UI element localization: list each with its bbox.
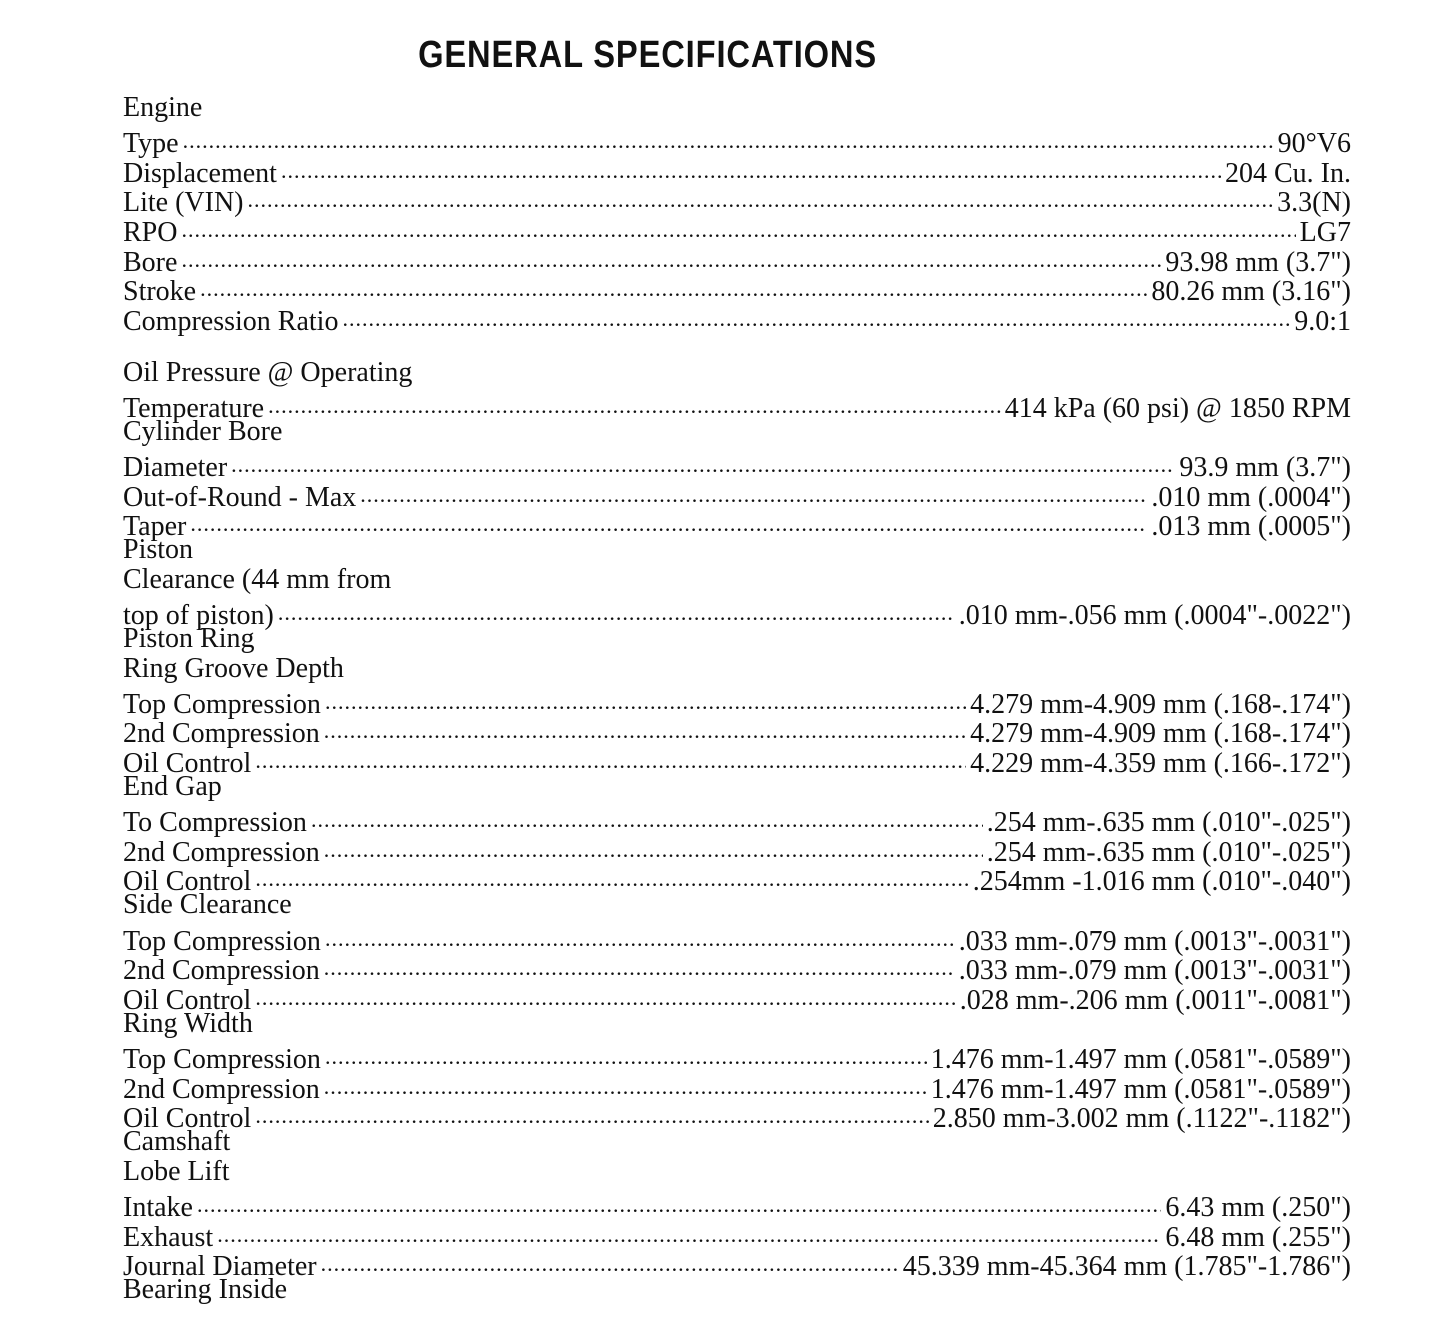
dot-leader xyxy=(255,861,968,891)
dot-leader xyxy=(311,802,983,832)
spec-value: 9.0:1 xyxy=(1294,305,1351,337)
spec-label: Displacement xyxy=(123,157,277,189)
spec-label: Lobe Lift xyxy=(123,1155,230,1187)
spec-label: End Gap xyxy=(123,771,222,803)
spec-value: LG7 xyxy=(1299,216,1351,248)
dot-leader xyxy=(324,1068,927,1098)
spec-value: 3.3(N) xyxy=(1277,187,1351,219)
spec-value: .013 mm (.0005") xyxy=(1151,511,1351,543)
dot-leader xyxy=(181,211,1295,241)
dot-leader xyxy=(325,1038,927,1068)
spec-row xyxy=(123,476,1351,513)
dot-leader xyxy=(325,920,955,950)
spec-value: 4.229 mm-4.359 mm (.166-.172") xyxy=(970,748,1351,780)
dot-leader xyxy=(278,595,955,625)
dot-leader xyxy=(325,683,966,713)
spec-label: Side Clearance xyxy=(123,889,292,921)
spec-label: Oil Pressure @ Operating xyxy=(123,356,413,388)
dot-leader xyxy=(268,387,1001,417)
spec-label: 2nd Compression xyxy=(123,718,320,750)
spec-value: 204 Cu. In. xyxy=(1225,157,1351,189)
spec-label: Bearing Inside xyxy=(123,1274,288,1306)
spec-row xyxy=(123,93,1351,123)
spec-label: Out-of-Round - Max xyxy=(123,481,357,513)
spec-value: 45.339 mm-45.364 mm (1.785"-1.786") xyxy=(902,1251,1351,1283)
spec-row xyxy=(123,683,1351,720)
spec-label: Ring Groove Depth xyxy=(123,652,344,684)
spec-label: Oil Control xyxy=(123,866,252,898)
spec-row xyxy=(123,300,1351,337)
spec-label: To Compression xyxy=(123,807,307,839)
dot-leader xyxy=(342,300,1290,330)
dot-leader xyxy=(183,123,1274,153)
spec-value: 414 kPa (60 psi) @ 1850 RPM xyxy=(1004,392,1351,424)
spec-label: Piston xyxy=(123,534,194,566)
spec-label: Top Compression xyxy=(123,688,321,720)
spec-value: .033 mm-.079 mm (.0013"-.0031") xyxy=(958,925,1351,957)
spec-value: 93.98 mm (3.7") xyxy=(1165,246,1351,278)
dot-leader xyxy=(231,447,1175,477)
spec-label: Bore xyxy=(123,246,178,278)
spec-value: 90°V6 xyxy=(1277,128,1351,160)
spec-label: Taper xyxy=(123,511,187,543)
dot-leader xyxy=(321,1246,899,1276)
spec-label: Clearance (44 mm from xyxy=(123,563,392,595)
spec-label: RPO xyxy=(123,216,178,248)
spec-label: Engine xyxy=(123,92,203,123)
dot-leader xyxy=(190,506,1147,536)
dot-leader xyxy=(197,1186,1161,1216)
spec-label: Compression Ratio xyxy=(123,305,339,337)
spec-row xyxy=(123,447,1351,484)
spec-label: Stroke xyxy=(123,276,197,308)
spec-value: .254 mm-.635 mm (.010"-.025") xyxy=(986,807,1351,839)
spec-label: Exhaust xyxy=(123,1221,214,1253)
spec-label: 2nd Compression xyxy=(123,1073,320,1105)
dot-leader xyxy=(248,182,1274,212)
spec-row xyxy=(123,241,1351,278)
spec-label: Type xyxy=(123,128,179,160)
dot-leader xyxy=(255,1098,928,1128)
spec-row xyxy=(123,123,1351,160)
spec-row xyxy=(123,182,1351,219)
spec-label: Oil Control xyxy=(123,748,252,780)
dot-leader xyxy=(255,979,955,1009)
spec-label: Oil Control xyxy=(123,1103,252,1135)
spec-row xyxy=(123,802,1351,839)
spec-label: 2nd Compression xyxy=(123,955,320,987)
spec-value: 1.476 mm-1.497 mm (.0581"-.0589") xyxy=(930,1044,1351,1075)
spec-value: .254 mm-.635 mm (.010"-.025") xyxy=(986,836,1351,868)
dot-leader xyxy=(324,950,955,980)
dot-leader xyxy=(360,476,1147,506)
spec-value: 4.279 mm-4.909 mm (.168-.174") xyxy=(970,688,1351,720)
dot-leader xyxy=(200,271,1147,301)
spec-row xyxy=(123,565,1351,595)
spec-row xyxy=(123,358,1351,388)
spec-label: Temperature xyxy=(123,392,265,424)
spec-row xyxy=(123,920,1351,957)
spec-value: 4.279 mm-4.909 mm (.168-.174") xyxy=(970,718,1351,750)
spec-label: Camshaft xyxy=(123,1126,231,1158)
dot-leader xyxy=(181,241,1161,271)
spec-value: .010 mm-.056 mm (.0004"-.0022") xyxy=(958,600,1351,632)
spec-value: 6.43 mm (.250") xyxy=(1165,1191,1351,1223)
spec-label: 2nd Compression xyxy=(123,836,320,868)
spec-label: Top Compression xyxy=(123,1044,321,1075)
spec-value: .028 mm-.206 mm (.0011"-.0081") xyxy=(959,984,1351,1016)
spec-label: Diameter xyxy=(123,452,228,484)
spec-row xyxy=(123,1038,1351,1075)
spec-list xyxy=(123,93,1351,1305)
dot-leader xyxy=(324,831,983,861)
spec-value: .010 mm (.0004") xyxy=(1151,481,1351,513)
spec-label: Cylinder Bore xyxy=(123,415,283,447)
dot-leader xyxy=(324,713,966,743)
spec-value: 93.9 mm (3.7") xyxy=(1179,452,1351,484)
spec-label: Lite (VIN) xyxy=(123,187,244,219)
spec-label: Ring Width xyxy=(123,1007,253,1039)
spec-label: Piston Ring xyxy=(123,623,255,655)
spec-row xyxy=(123,211,1351,248)
spec-row xyxy=(123,1157,1351,1187)
dot-leader xyxy=(255,742,966,772)
spec-row xyxy=(123,152,1351,189)
spec-label: Journal Diameter xyxy=(123,1251,317,1283)
spec-label: top of piston) xyxy=(123,600,274,632)
spec-value: 80.26 mm (3.16") xyxy=(1151,276,1351,308)
spec-row xyxy=(123,595,1351,632)
spec-label: Oil Control xyxy=(123,984,252,1016)
spec-value: .254mm -1.016 mm (.010"-.040") xyxy=(972,866,1351,898)
spec-label: Intake xyxy=(123,1191,193,1223)
spec-value: 2.850 mm-3.002 mm (.1122"-.1182") xyxy=(932,1103,1351,1135)
dot-leader xyxy=(217,1216,1161,1246)
dot-leader xyxy=(281,152,1221,182)
spec-row xyxy=(123,1186,1351,1223)
spec-row xyxy=(123,387,1351,424)
spec-value: .033 mm-.079 mm (.0013"-.0031") xyxy=(958,955,1351,987)
page-title: GENERAL SPECIFICATIONS xyxy=(418,34,878,76)
spec-row xyxy=(123,654,1351,684)
spec-label: Top Compression xyxy=(123,925,321,957)
spec-value: 6.48 mm (.255") xyxy=(1165,1221,1351,1253)
spec-value: 1.476 mm-1.497 mm (.0581"-.0589") xyxy=(930,1073,1351,1105)
